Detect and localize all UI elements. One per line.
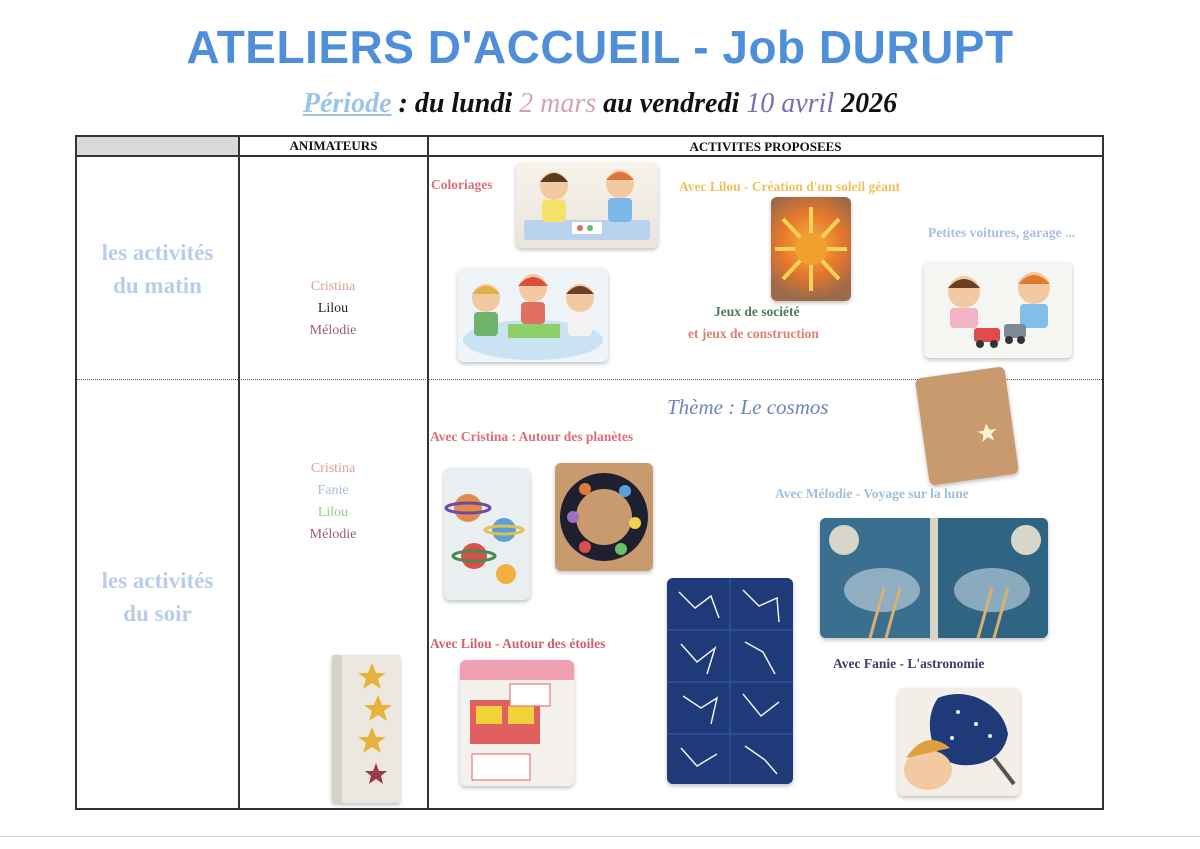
planetes-image-1 [444,468,530,600]
col-divider-2 [427,135,429,810]
morning-label-line1: les activités [101,240,214,265]
period-end: 10 avril [746,88,835,119]
morning-label [77,236,238,302]
evening-theme: Thème : Le cosmos [667,395,829,419]
col-header-activites: ACTIVITES PROPOSEES [689,139,842,154]
morning-animateurs [240,276,426,342]
etoiles-image [460,660,574,786]
moon-craft-image [915,366,1019,485]
header-corner [77,137,238,155]
period-line [0,88,1200,120]
period-label: Période [302,88,392,119]
period-sep: : du lundi [391,88,520,119]
morning-label-line2: du matin [113,273,202,298]
table-top-border [75,135,1104,137]
period-year: 2026 [834,88,898,119]
voyage-lune-image [820,518,1048,638]
evening-animateurs [240,458,426,546]
activity-lilou-soleil: Avec Lilou - Création d'un soleil géant [679,179,900,194]
activity-jeux-line2: et jeux de construction [688,326,819,341]
soleil-geant-image [771,197,851,301]
astronomie-image [898,688,1020,796]
activity-melodie-lune: Avec Mélodie - Voyage sur la lune [775,486,969,501]
jeux-societe-image [458,268,608,362]
morning-animateur-melodie: Mélodie [309,323,357,338]
activity-coloriages: Coloriages [431,177,493,192]
morning-animateur-lilou: Lilou [317,301,349,316]
period-start: 2 mars [519,88,597,119]
constellations-image [667,578,793,784]
evening-animateur-melodie: Mélodie [309,527,357,542]
header-bottom-border [75,155,1104,157]
period-mid: au vendredi [596,88,747,119]
planetes-image-2 [555,463,653,571]
activity-jeux-line1: Jeux de société [714,304,800,319]
evening-animateur-fanie: Fanie [317,483,349,498]
star-garland-image [332,655,400,803]
table-bottom-border [75,808,1104,810]
activity-lilou-etoiles: Avec Lilou - Autour des étoiles [430,636,606,651]
evening-label-line1: les activités [101,568,214,593]
morning-animateur-cristina: Cristina [310,279,356,294]
page-title: ATELIERS D'ACCUEIL - Job DURUPT [186,21,1014,73]
coloriages-image [516,162,658,248]
activity-voitures: Petites voitures, garage ... [928,225,1076,240]
evening-animateur-lilou: Lilou [317,505,349,520]
evening-label-line2: du soir [123,601,192,626]
table-right-border [1102,135,1104,810]
activity-fanie-astronomie: Avec Fanie - L'astronomie [833,656,985,671]
col-header-animateurs: ANIMATEURS [289,138,378,153]
evening-label [77,564,238,630]
activity-cristina-planetes: Avec Cristina : Autour des planètes [430,429,634,444]
page-footer-line [0,836,1200,837]
petites-voitures-image [924,262,1072,358]
evening-animateur-cristina: Cristina [310,461,356,476]
